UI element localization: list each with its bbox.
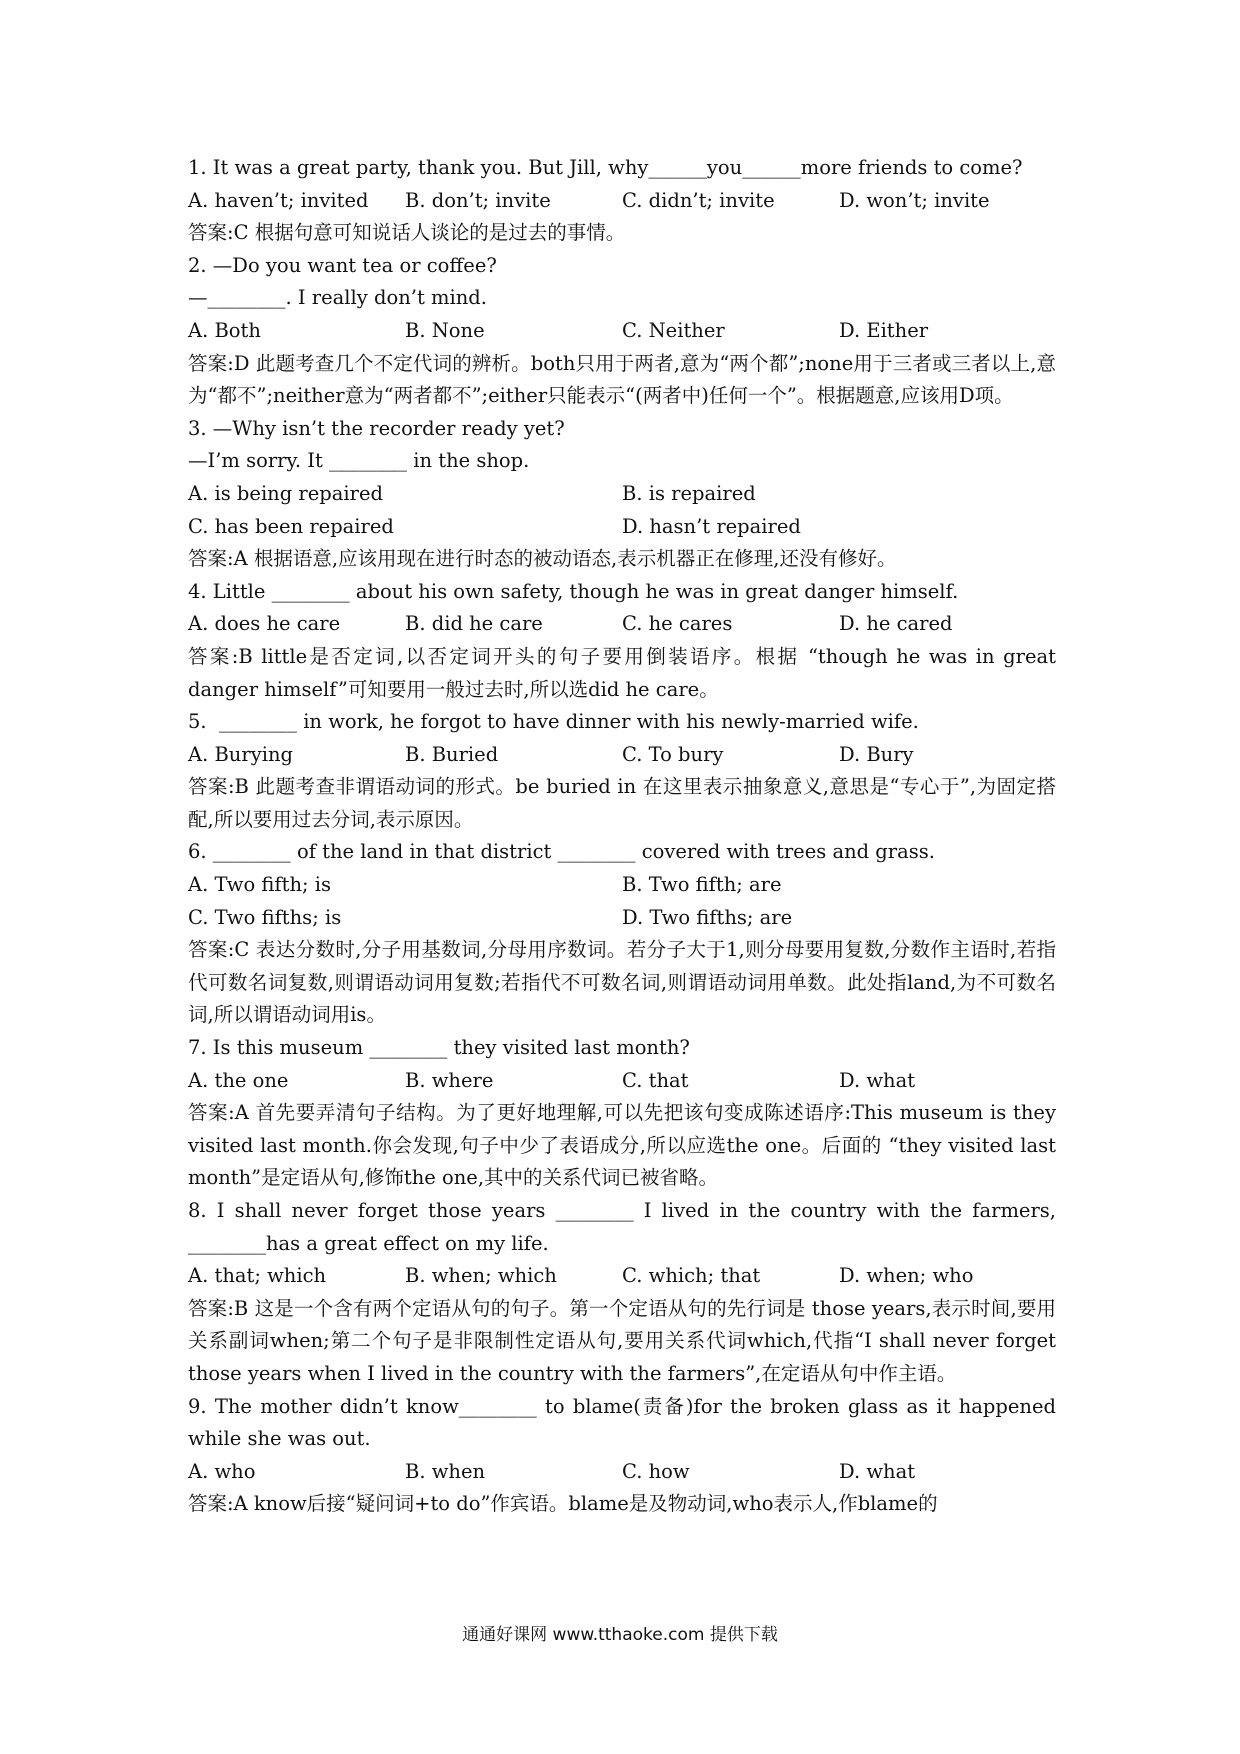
question-stem: 2. —Do you want tea or coffee? [188,253,497,277]
options-row [188,315,1056,348]
answer-option: D. when; who [839,1264,974,1288]
question-stem: 9. The mother didn’t know________ to blame(责备)for the broken glass as it happened while she was out. [188,1394,1056,1451]
answer-option: B. when; which [405,1264,557,1288]
answer-option: A. does he care [188,612,341,636]
answer-option: D. Bury [839,742,914,766]
answer-option: A. who [188,1459,256,1483]
answer-option: B. where [405,1068,494,1092]
answer-option: B. is repaired [622,481,756,505]
answer-option: D. won’t; invite [839,188,990,212]
answer-explanation: 答案:B 此题考查非谓语动词的形式。be buried in 在这里表示抽象意义,意思是“专心于”,为固定搭配,所以要用过去分词,表示原因。 [188,775,1056,831]
options-row [188,185,1056,218]
question-block [188,250,1056,413]
question-block [188,1032,1056,1195]
question-block [188,1195,1056,1391]
options-row [188,1456,1056,1489]
answer-option: B. did he care [405,612,543,636]
answer-option: A. Two fifth; is [188,873,332,897]
answer-option: B. Two fifth; are [622,873,782,897]
answer-option: B. Buried [405,742,499,766]
answer-option: C. which; that [622,1264,761,1288]
options-row [188,902,1056,935]
question-stem: 5. ________ in work, he forgot to have dinner with his newly-married wife. [188,710,919,734]
question-block [188,1391,1056,1521]
answer-option: A. haven’t; invited [188,188,369,212]
answer-option: C. has been repaired [188,514,394,538]
answer-option: D. Either [839,318,929,342]
question-list [188,152,1056,1521]
answer-explanation: 答案:D 此题考查几个不定代词的辨析。both只用于两者,意为“两个都”;none用于三者或三者以上,意为“都不”;neither意为“两者都不”;either只能表示“(两者中)任何一个”。根据题意,应该用D项。 [188,351,1056,408]
question-block [188,152,1056,250]
answer-explanation: 答案:C 表达分数时,分子用基数词,分母用序数词。若分子大于1,则分母要用复数,分数作主语时,若指代可数名词复数,则谓语动词用复数;若指代不可数名词,则谓语动词用单数。此处指land,为不可数名词,所以谓语动词用is。 [188,938,1056,1027]
question-stem: 3. —Why isn’t the recorder ready yet? [188,416,565,440]
answer-option: C. how [622,1459,690,1483]
answer-option: C. Neither [622,318,725,342]
options-row [188,1260,1056,1293]
answer-explanation: 答案:A know后接“疑问词+to do”作宾语。blame是及物动词,who表示人,作blame的 [188,1492,938,1516]
answer-option: D. hasn’t repaired [622,514,801,538]
question-stem: —________. I really don’t mind. [188,286,487,310]
question-stem: 1. It was a great party, thank you. But Jill, why______you______more friends to come? [188,156,1023,179]
answer-option: A. Burying [188,742,293,766]
answer-option: D. Two fifths; are [622,905,793,929]
options-row [188,739,1056,772]
page-footer: 通通好课网 www.tthaoke.com 提供下载 [462,1625,778,1645]
question-stem: 4. Little ________ about his own safety, though he was in great danger himself. [188,579,959,603]
answer-option: A. the one [188,1068,289,1092]
question-block [188,413,1056,576]
answer-option: D. what [839,1459,916,1483]
answer-option: D. what [839,1068,916,1092]
answer-explanation: 答案:A 首先要弄清句子结构。为了更好地理解,可以先把该句变成陈述语序:This museum is they visited last month.你会发现,句子中少了表语成分,所以应选the one。后面的 “they visited last month”是定语从句,修饰the one,其中的关系代词已被省略。 [188,1101,1056,1190]
question-stem: 6. ________ of the land in that district ________ covered with trees and grass. [188,840,935,864]
question-stem: 7. Is this museum ________ they visited last month? [188,1036,690,1060]
answer-option: B. None [405,318,485,342]
options-row [188,511,1056,544]
options-row [188,869,1056,902]
options-row [188,608,1056,641]
question-block [188,576,1056,706]
answer-option: B. when [405,1459,486,1483]
question-stem: 8. I shall never forget those years ________ I lived in the country with the farmers, ________has a great effect on my life. [188,1199,1056,1255]
answer-option: A. that; which [188,1264,327,1288]
answer-option: C. that [622,1068,689,1092]
answer-option: C. he cares [622,612,733,636]
answer-explanation: 答案:B little是否定词,以否定词开头的句子要用倒装语序。根据 “though he was in great danger himself”可知要用一般过去时,所以选did he care。 [188,644,1056,701]
answer-option: C. didn’t; invite [622,188,775,212]
answer-option: D. he cared [839,612,953,636]
question-block [188,706,1056,836]
answer-option: B. don’t; invite [405,188,551,212]
options-row [188,1065,1056,1098]
answer-explanation: 答案:A 根据语意,应该用现在进行时态的被动语态,表示机器正在修理,还没有修好。 [188,547,897,571]
answer-explanation: 答案:C 根据句意可知说话人谈论的是过去的事情。 [188,221,626,245]
question-block [188,836,1056,1032]
answer-explanation: 答案:B 这是一个含有两个定语从句的句子。第一个定语从句的先行词是 those years,表示时间,要用关系副词when;第二个句子是非限制性定语从句,要用关系代词which,代指“I shall never forget those years when I lived in the country with the farmers”,在定语从句中作主语。 [188,1296,1056,1385]
answer-option: C. To bury [622,742,724,766]
question-stem: —I’m sorry. It ________ in the shop. [188,449,530,473]
answer-option: C. Two fifths; is [188,905,342,929]
answer-option: A. Both [188,318,261,342]
answer-option: A. is being repaired [188,481,383,505]
options-row [188,478,1056,511]
